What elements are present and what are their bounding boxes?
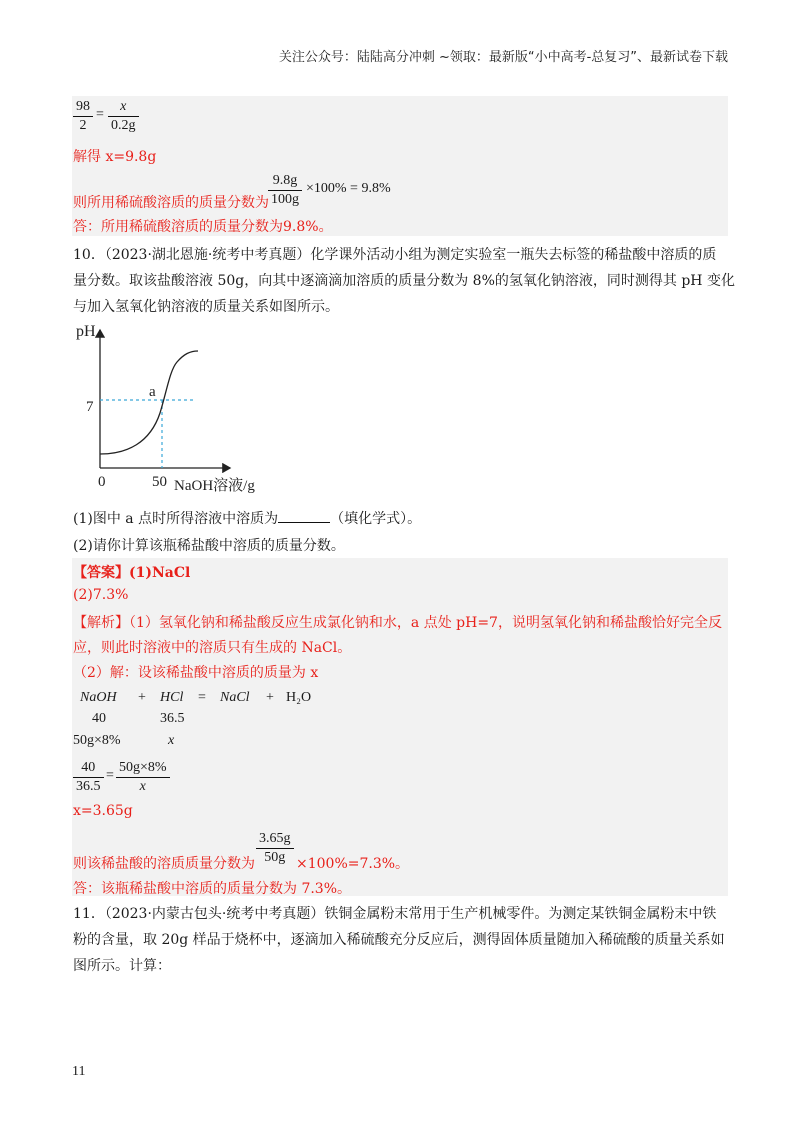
fraction-98-over-2: $\frac{98}{2}$ xyxy=(73,98,93,135)
prev-fraction-tail: ×100% = 9.8% xyxy=(306,181,391,196)
ph-curve xyxy=(100,351,198,454)
page-number: 11 xyxy=(72,1064,86,1079)
prev-fraction-text: 则所用稀硫酸溶质的质量分数为 xyxy=(73,195,269,211)
fraction-3.65g-over-50g: $\frac{3.65g}{50g}$ xyxy=(256,830,294,867)
sub-question-2: (2)请你计算该瓶稀盐酸中溶质的质量分数。 xyxy=(73,538,345,554)
final-answer: 答：该瓶稀盐酸中溶质的质量分数为 7.3%。 xyxy=(73,881,352,897)
ph-titration-chart xyxy=(72,318,272,498)
eq-equals: = xyxy=(198,690,206,705)
x-axis-label: NaOH溶液/g xyxy=(174,478,255,494)
y-tick-7: 7 xyxy=(86,399,94,415)
solution-10-block xyxy=(72,558,728,896)
origin-label: 0 xyxy=(98,474,106,490)
x-tick-50: 50 xyxy=(152,474,167,490)
fraction-x-over-0.2g: $\frac{x}{0.2g}$ xyxy=(108,98,139,135)
explanation-line-3: （2）解：设该稀盐酸中溶质的质量为 x xyxy=(73,665,319,681)
eq-plus-2: + xyxy=(266,690,274,705)
prev-solve-result: 解得 x=9.8g xyxy=(73,149,157,165)
answer-blank[interactable] xyxy=(278,510,330,523)
given-mass: 50g×8% xyxy=(73,733,121,748)
explanation-line-1: 【解析】（1）氢氧化钠和稀盐酸反应生成氯化钠和水，a 点处 pH=7，说明氢氧化钠和稀盐酸恰好完全反 xyxy=(73,615,722,631)
question-10: 10．（2023·湖北恩施·统考中考真题）化学课外活动小组为测定实验室一瓶失去标签的稀盐酸中溶质的质 量分数。取该盐酸溶液 50g，向其中逐滴滴加溶质的质量分数为 8%的氢氧化钠溶液，同时测得其 pH 变化 与加入氢氧化钠溶液的质量关系如图所示。 xyxy=(73,247,735,315)
sub-question-1: (1)图中 a 点时所得溶液中溶质为 （填化学式）。 xyxy=(73,511,422,527)
eq-hcl: HCl xyxy=(160,690,184,705)
fraction-tail: ×100%=7.3%。 xyxy=(296,856,410,872)
equals-sign: = xyxy=(96,107,104,122)
solve-result: x=3.65g xyxy=(73,803,133,819)
prev-solution-block xyxy=(72,96,728,236)
answer-2: (2)7.3% xyxy=(73,587,129,603)
eq-naoh: NaOH xyxy=(80,690,117,705)
proportion-equals: = xyxy=(106,768,114,783)
question-11: 11．（2023·内蒙古包头·统考中考真题）铁铜金属粉末常用于生产机械零件。为测定某铁铜金属粉末中铁 粉的含量，取 20g 样品于烧杯中，逐滴加入稀硫酸充分反应后，测得固体质量随加入稀硫酸的质量关系如 图所示。计算： xyxy=(73,906,725,974)
unknown-x: x xyxy=(168,733,175,748)
prev-answer: 答：所用稀硫酸溶质的质量分数为9.8%。 xyxy=(73,219,333,235)
fraction-given-over-x: $\frac{50g\times 8\%}{x}$ xyxy=(116,759,170,796)
point-a-label: a xyxy=(149,384,156,400)
y-axis-label: pH xyxy=(76,323,96,340)
answer-1: 【答案】(1)NaCl xyxy=(73,565,191,581)
fraction-text: 则该稀盐酸的溶质质量分数为 xyxy=(73,856,255,872)
mass-naoh: 40 xyxy=(92,711,106,726)
eq-nacl: NaCl xyxy=(220,690,250,705)
fraction-9.8g-over-100g: $\frac{9.8g}{100g}$ xyxy=(268,172,302,209)
explanation-line-2: 应，则此时溶液中的溶质只有生成的 NaCl。 xyxy=(73,640,352,656)
page-header: 关注公众号：陆陆高分冲刺 ~领取：最新版“小中高考-总复习”、最新试卷下载 xyxy=(278,50,728,65)
eq-plus-1: + xyxy=(138,690,146,705)
mass-hcl: 36.5 xyxy=(160,711,185,726)
fraction-40-over-36.5: $\frac{40}{36.5}$ xyxy=(73,759,104,796)
eq-h2o: H₂O xyxy=(286,690,312,705)
